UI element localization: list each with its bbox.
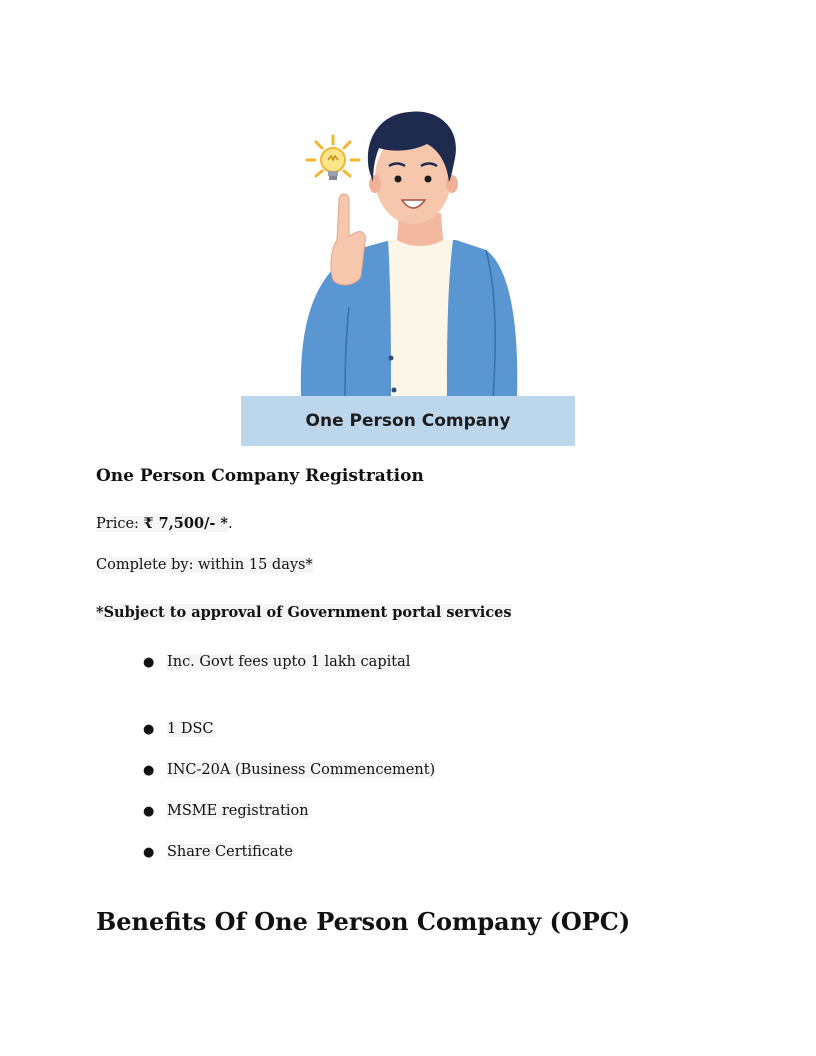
shirt — [388, 240, 453, 398]
complete-by-line — [96, 557, 313, 573]
list-item-text: 1 DSC — [167, 721, 214, 737]
list-item-text: INC-20A (Business Commencement) — [167, 762, 436, 778]
list-item — [143, 803, 309, 819]
lightbulb-icon — [321, 148, 345, 180]
bullet-icon: ● — [143, 654, 155, 670]
page-title: One Person Company Registration — [96, 466, 424, 486]
list-item — [143, 762, 435, 778]
list-item-text: Inc. Govt fees upto 1 lakh capital — [167, 654, 411, 670]
price-line — [96, 515, 233, 532]
price-suffix: . — [228, 516, 233, 532]
list-item — [143, 654, 410, 670]
price-amount: ₹ 7,500/- * — [143, 515, 229, 532]
price-label: Price: — [96, 516, 144, 532]
list-item-text: Share Certificate — [167, 844, 293, 860]
list-item — [143, 721, 214, 737]
hero-banner: One Person Company — [241, 396, 575, 446]
bullet-icon: ● — [143, 721, 155, 737]
bullet-icon: ● — [143, 803, 155, 819]
benefits-heading: Benefits Of One Person Company (OPC) — [96, 907, 631, 936]
bullet-icon: ● — [143, 844, 155, 860]
bullet-icon: ● — [143, 762, 155, 778]
man-pointing-up-illustration — [241, 108, 575, 398]
hero-illustration — [241, 108, 575, 446]
subject-note-text: *Subject to approval of Government portal services — [96, 604, 512, 621]
hand-pointing-up — [331, 194, 366, 285]
subject-note — [96, 604, 512, 621]
list-item-text: MSME registration — [167, 803, 309, 819]
complete-by-text: Complete by: within 15 days* — [96, 557, 313, 573]
list-item — [143, 844, 293, 860]
